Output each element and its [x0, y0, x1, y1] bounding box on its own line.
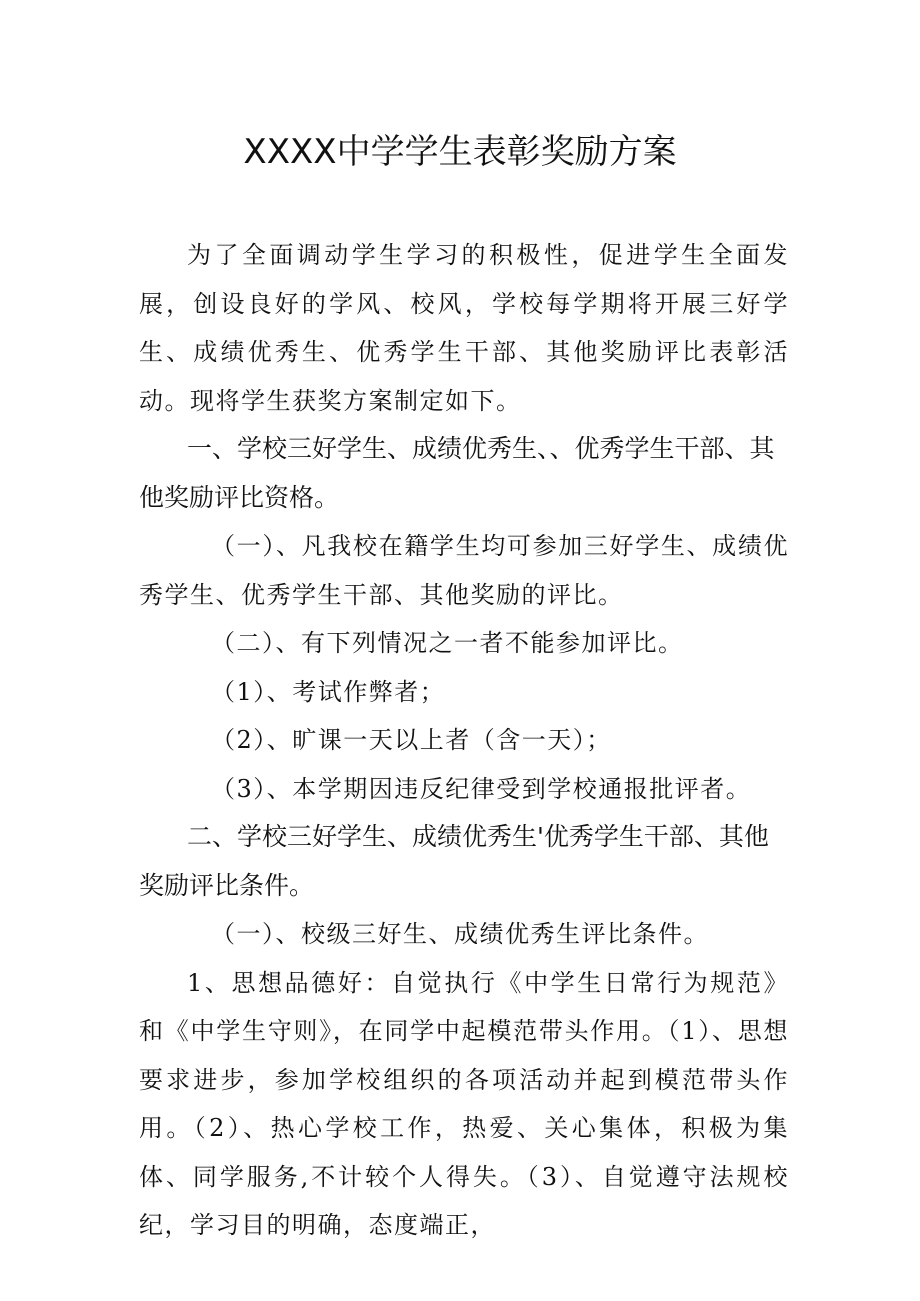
list-item-3: （3）、本学期因违反纪律受到学校通报批评者。 [211, 774, 752, 803]
document-title: XXXX中学学生表彰奖励方案 [243, 132, 677, 172]
intro-paragraph: 为了全面调动学生学习的积极性，促进学生全面发展，创设良好的学风、校风，学校每学期将开展三好学生、成绩优秀生、优秀学生干部、其他奖励评比表彰活动。现将学生获奖方案制定如下。 [139, 241, 789, 415]
document-body [139, 231, 789, 1250]
list-item-1: （1）、考试作弊者； [211, 677, 446, 706]
section-heading-2: 二、学校三好学生、成绩优秀生'优秀学生干部、其他奖励评比条件。 [139, 822, 769, 900]
paragraph-1-2: （二）、有下列情况之一者不能参加评比。 [211, 629, 684, 657]
paragraph-2-2: 1、思想品德好：自觉执行《中学生日常行为规范》和《中学生守则》，在同学中起模范带头作用。（1）、思想要求进步，参加学校组织的各项活动并起到模范带头作用。（2）、热心学校工作，热爱、关心集体，积极为集体、同学服务,不计较个人得失。（3）、自觉遵守法规校纪，学习目的明确，态度端正， [139, 968, 789, 1239]
paragraph-2-1: （一）、校级三好生、成绩优秀生评比条件。 [211, 920, 709, 948]
paragraph-1-1: （一）、凡我校在籍学生均可参加三好学生、成绩优秀学生、优秀学生干部、其他奖励的评比。 [139, 532, 789, 609]
section-heading-1: 一、学校三好学生、成绩优秀生、、优秀学生干部、其他奖励评比资格。 [139, 434, 775, 512]
list-item-2: （2）、旷课一天以上者（含一天）； [211, 726, 612, 754]
